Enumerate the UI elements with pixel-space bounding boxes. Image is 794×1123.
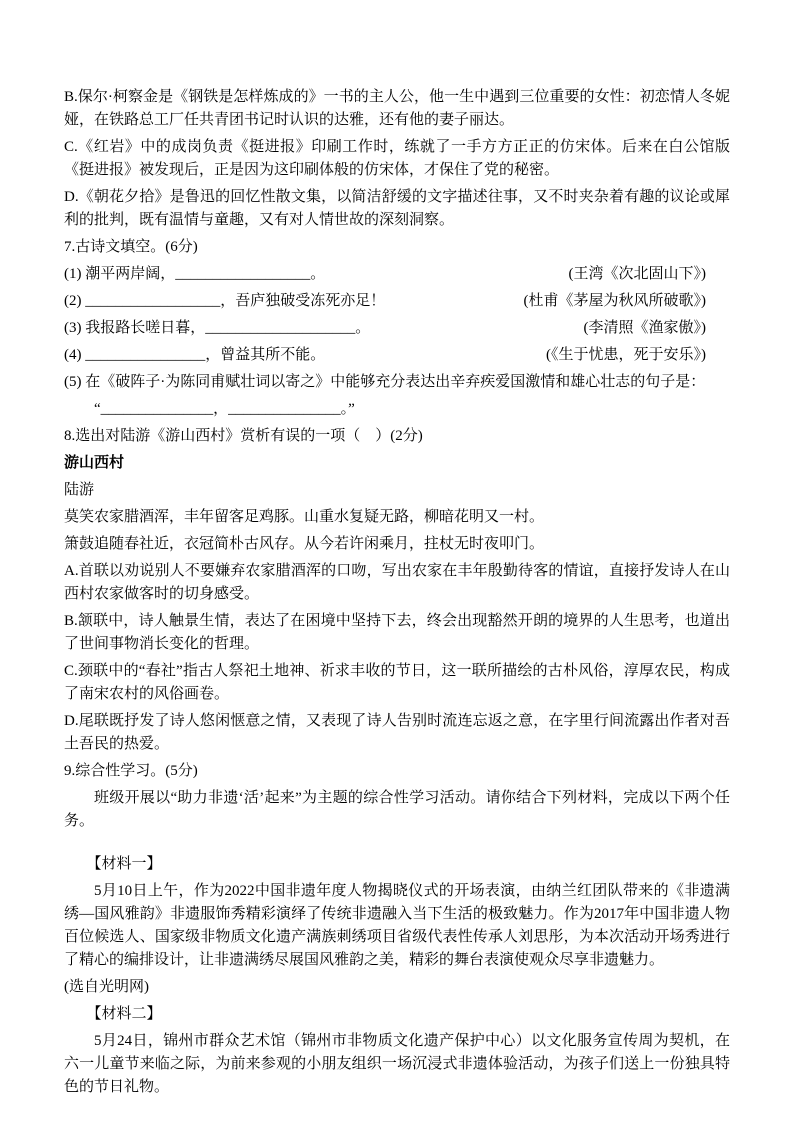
fill-blank-row-2 (64, 290, 730, 313)
option-b-literature: B.保尔·柯察金是《钢铁是怎样炼成的》一书的主人公，他一生中遇到三位重要的女性：初恋情人冬妮娅，在铁路总工厂任共青团书记时认识的达雅，还有他的妻子丽达。 (64, 89, 730, 128)
fill-blank-5-prompt: (5) 在《破阵子·为陈同甫赋壮词以寄之》中能够充分表达出辛弃疾爱国激情和雄心壮志的句子是： (64, 374, 706, 390)
fill-blank-row-1 (64, 263, 730, 286)
poem-title: 游山西村 (64, 455, 125, 471)
fill-blank-1-source: (王湾《次北固山下》) (568, 266, 706, 282)
fill-blank-1-text: (1) 潮平两岸阔，__________________。 (64, 266, 326, 282)
fill-blank-4-source: (《生于忧患，死于安乐》) (546, 347, 706, 363)
fill-blank-2-source: (杜甫《茅屋为秋风所破歌》) (523, 293, 706, 309)
material-1-text: 5月10日上午，作为2022中国非遗年度人物揭晓仪式的开场表演，由纳兰红团队带来的《非遗满绣—国风雅韵》非遗服饰秀精彩演绎了传统非遗融入当下生活的极致魅力。作为2017年中国非遗人物百位候选人、国家级非物质文化遗产满族刺绣项目省级代表性传承人刘思彤，为本次活动开场秀进行了精心的编排设计，让非遗满绣尽展国风雅韵之美，精彩的舞台表演使观众尽享非遗魅力。 (64, 883, 730, 968)
material-2-text: 5月24日，锦州市群众艺术馆（锦州市非物质文化遗产保护中心）以文化服务宣传周为契机，在六一儿童节来临之际，为前来参观的小朋友组织一场沉浸式非遗体验活动，为孩子们送上一份独具特色的节日礼物。 (64, 1033, 730, 1095)
fill-blank-3-text: (3) 我报路长嗟日暮，____________________。 (64, 320, 371, 336)
fill-blank-5-blanks: “_______________，_______________。” (94, 401, 355, 417)
question-7-heading: 7.古诗文填空。(6分) (64, 239, 198, 255)
question-9-heading: 9.综合性学习。(5分) (64, 763, 198, 779)
fill-blank-row-4 (64, 344, 730, 367)
poem-line-2: 箫鼓追随春社近，衣冠简朴古风存。从今若许闲乘月，拄杖无时夜叩门。 (64, 536, 545, 552)
material-1-source: (选自光明网) (64, 979, 149, 995)
option-c-analysis: C.颈联中的“春社”指古人祭祀土地神、祈求丰收的节日，这一联所描绘的古朴风俗，淳厚农民，构成了南宋农村的风俗画卷。 (64, 663, 730, 702)
option-c-literature: C.《红岩》中的成岗负责《挺进报》印刷工作时，练就了一手方方正正的仿宋体。后来在白公馆版《挺进报》被发现后，正是因为这印刷体般的仿宋体，才保住了党的秘密。 (64, 139, 730, 178)
option-a-analysis: A.首联以劝说别人不要嫌弃农家腊酒浑的口吻，写出农家在丰年殷勤待客的情谊，直接抒发诗人在山西村农家做客时的切身感受。 (64, 563, 730, 602)
poem-author: 陆游 (64, 482, 95, 498)
poem-line-1: 莫笑农家腊酒浑，丰年留客足鸡豚。山重水复疑无路，柳暗花明又一村。 (64, 509, 545, 525)
fill-blank-2-text: (2) __________________，吾庐独破受冻死亦足！ (64, 293, 386, 309)
option-d-analysis: D.尾联既抒发了诗人悠闲惬意之情，又表现了诗人告别时流连忘返之意，在字里行间流露出作者对吾土吾民的热爱。 (64, 713, 730, 752)
question-9-intro: 班级开展以“助力非遗‘活’起来”为主题的综合性学习活动。请你结合下列材料，完成以下两个任务。 (64, 790, 730, 829)
fill-blank-3-source: (李清照《渔家傲》) (583, 320, 706, 336)
material-2-label: 【材料二】 (86, 1006, 162, 1022)
option-d-literature: D.《朝花夕拾》是鲁迅的回忆性散文集，以简洁舒缓的文字描述往事，又不时夹杂着有趣的议论或犀利的批判，既有温情与童趣，又有对人情世故的深刻洞察。 (64, 189, 730, 228)
material-1-label: 【材料一】 (86, 856, 162, 872)
question-8-heading: 8.选出对陆游《游山西村》赏析有误的一项（ ）(2分) (64, 428, 423, 444)
fill-blank-4-text: (4) ________________，曾益其所不能。 (64, 347, 326, 363)
option-b-analysis: B.颔联中，诗人触景生情，表达了在困境中坚持下去，终会出现豁然开朗的境界的人生思考，也道出了世间事物消长变化的哲理。 (64, 613, 730, 652)
fill-blank-row-3 (64, 317, 730, 340)
